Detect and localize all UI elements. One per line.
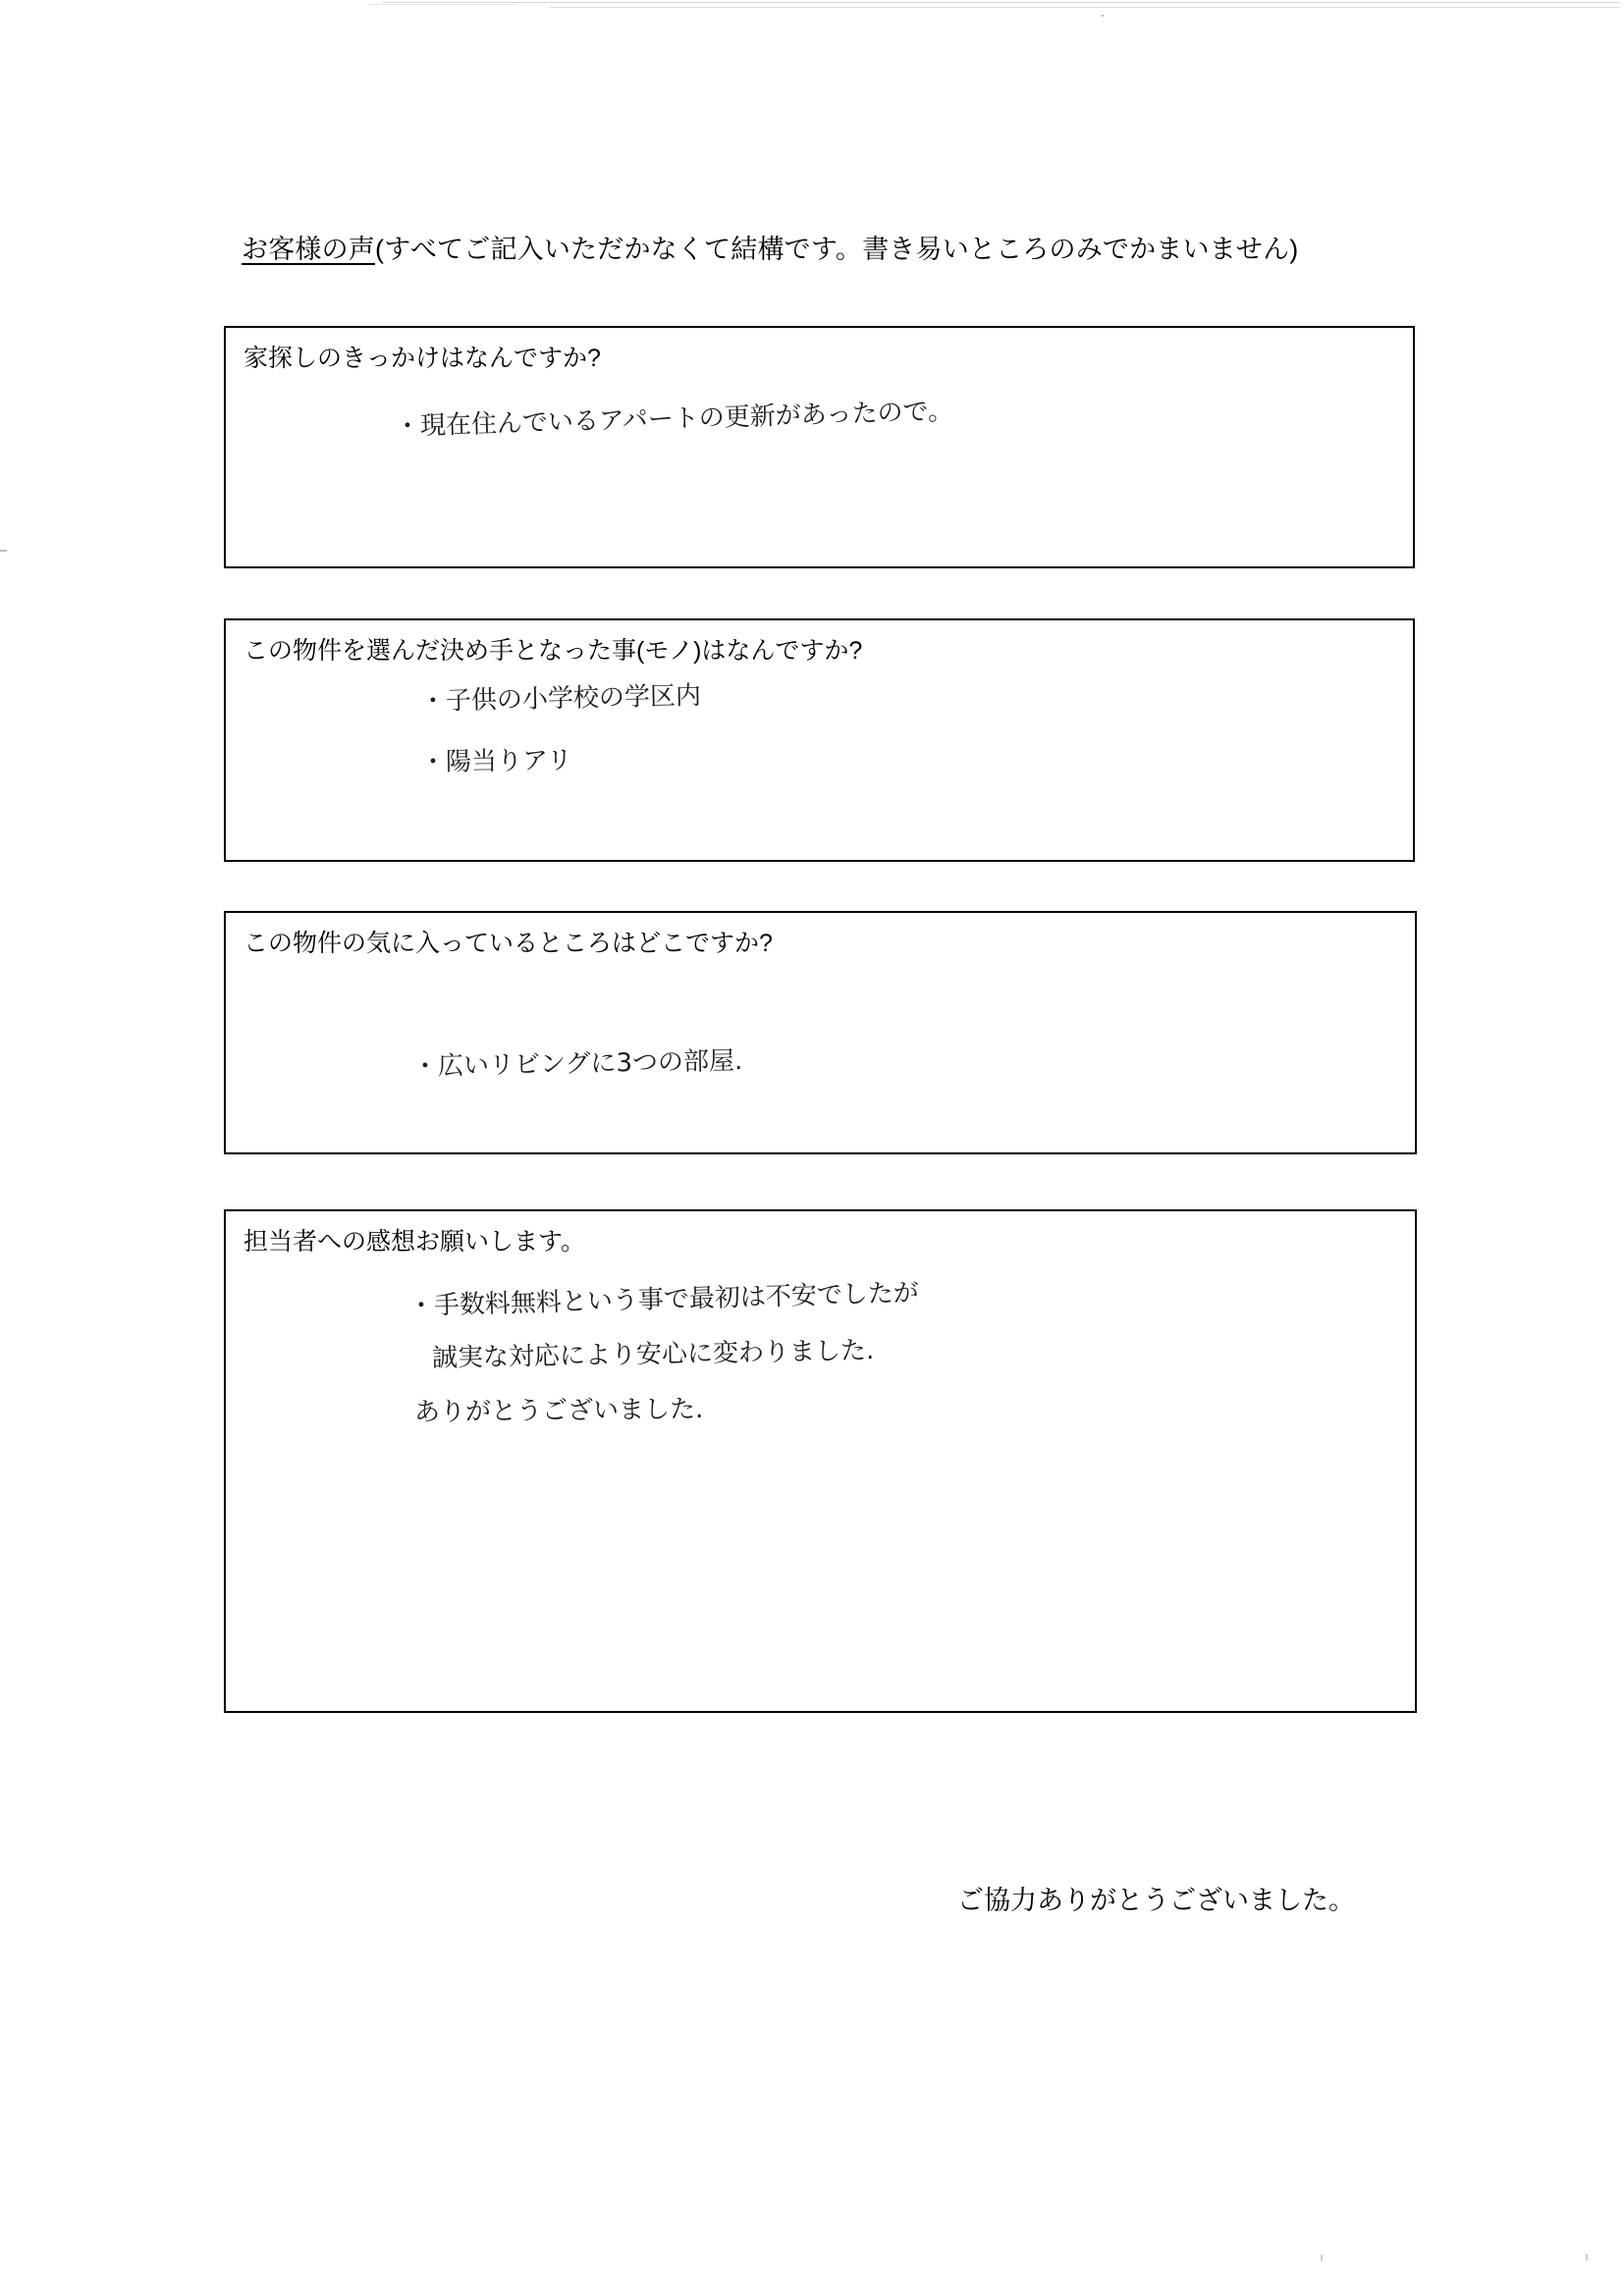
handwritten-answer-4 (226, 1211, 1415, 1711)
handwriting-line: ・広いリビングに3つの部屋. (411, 1046, 743, 1082)
handwriting-line: ・手数料無料という事で最初は不安でしたが (407, 1278, 920, 1321)
scan-artifact-edge-tick (0, 550, 7, 552)
scan-artifact-dot (1321, 2255, 1323, 2261)
handwriting-line: 誠実な対応により安心に変わりました. (431, 1336, 875, 1373)
question-box-4 (224, 1209, 1417, 1713)
question-box-1 (224, 326, 1415, 568)
scan-artifact-streak (383, 2, 1620, 3)
scan-artifact-dot (1102, 15, 1104, 17)
question-label-3: この物件の気に入っているところはどこですか? (244, 930, 773, 957)
question-box-3 (224, 911, 1417, 1154)
question-label-4: 担当者への感想お願いします。 (244, 1228, 586, 1255)
scan-artifact-streak (550, 7, 1620, 8)
handwriting-line: ・子供の小学校の学区内 (419, 681, 702, 717)
footer-thanks-message: ご協力ありがとうございました。 (957, 1886, 1355, 1915)
page-title-note: (すべてご記入いただかなくて結構です。書き易いところのみでかまいません) (375, 235, 1299, 264)
handwriting-line: ・現在住んでいるアパートの更新があったので。 (394, 397, 954, 442)
question-label-1: 家探しのきっかけはなんですか? (244, 345, 601, 372)
scan-artifact-streak (368, 4, 515, 5)
question-label-2: この物件を選んだ決め手となった事(モノ)はなんですか? (244, 637, 863, 665)
scan-artifact-dot (1586, 2254, 1588, 2261)
question-box-2 (224, 618, 1415, 862)
handwriting-line: ・陽当りアリ (419, 745, 573, 777)
page-title (242, 232, 1298, 267)
page-title-heading: お客様の声 (242, 235, 375, 264)
handwriting-line: ありがとうございました. (413, 1394, 704, 1427)
